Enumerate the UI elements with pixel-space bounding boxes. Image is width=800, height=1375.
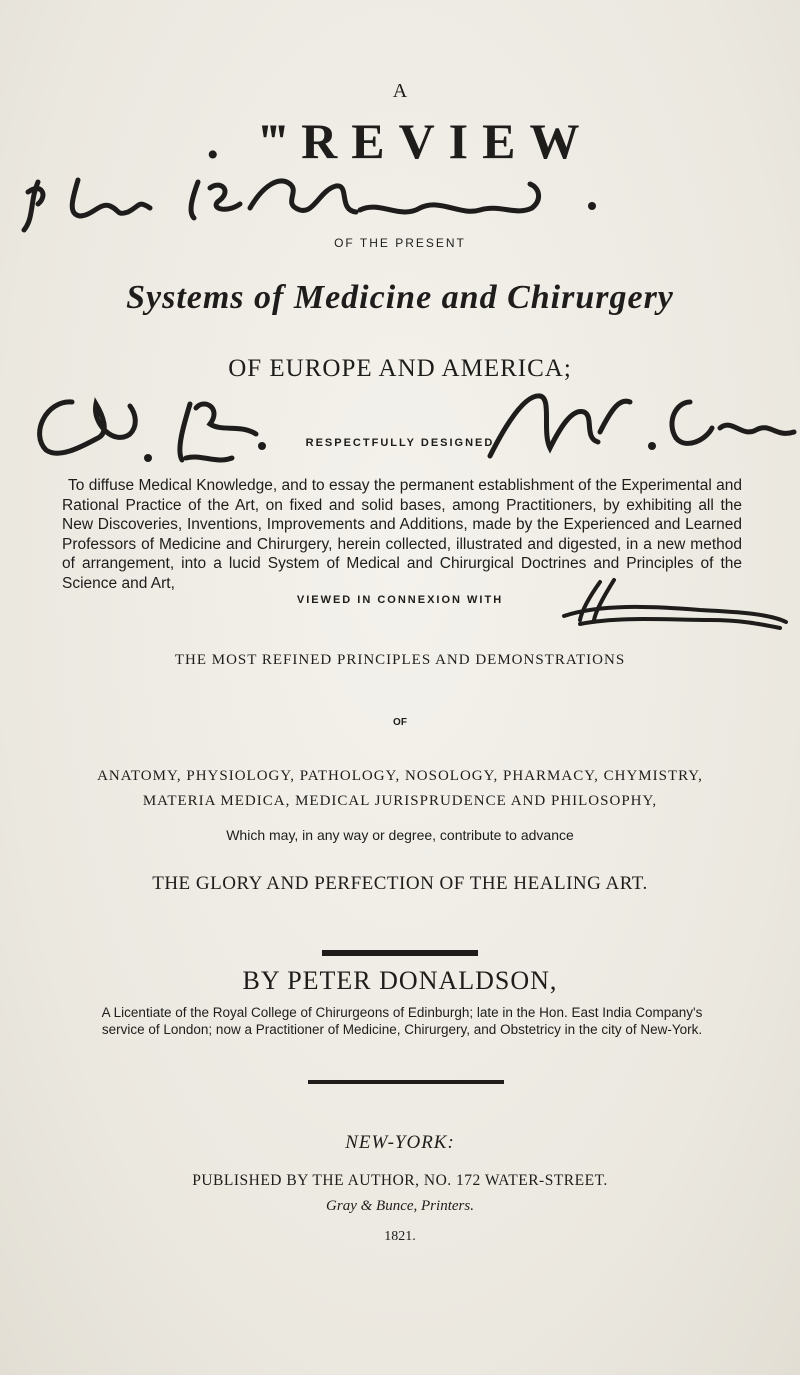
of-word: OF: [393, 717, 407, 728]
respectfully-designed: RESPECTFULLY DESIGNED: [305, 437, 495, 449]
healing-art-line: THE GLORY AND PERFECTION OF THE HEALING ART.: [152, 873, 648, 894]
sciences-line-2: MATERIA MEDICA, MEDICAL JURISPRUDENCE AND PHILOSOPHY,: [142, 793, 658, 809]
rule-divider: [322, 950, 478, 956]
sciences-list: [0, 764, 800, 814]
handwritten-inscription-1: [20, 170, 660, 235]
intro-paragraph: To diffuse Medical Knowledge, and to essay the permanent establishment of the Experimental and Rational Practice of the Art, on fixed and solid bases, among Practitioners, by exhibiting all the New Discoveries, Inventions, Improvements and Additions, made by the Experienced and Learned Professors of Medicine and Chirurgery, herein collected, illustrated and digested, in a new method of arrangement, into a lucid System of Medical and Chirurgical Doctrines and Principles of the Science and Art,: [62, 477, 742, 592]
viewed-in-connexion: VIEWED IN CONNEXION WITH: [296, 594, 504, 606]
systems-heading: Systems of Medicine and Chirurgery: [126, 279, 674, 316]
of-the-present: OF THE PRESENT: [334, 236, 466, 250]
imprint-publisher: PUBLISHED BY THE AUTHOR, NO. 172 WATER-STREET.: [192, 1172, 608, 1189]
sciences-line-1: ANATOMY, PHYSIOLOGY, PATHOLOGY, NOSOLOGY, PHARMACY, CHYMISTRY,: [97, 768, 703, 784]
article-a: A: [392, 80, 408, 102]
author-line: BY PETER DONALDSON,: [242, 966, 558, 995]
europe-heading: OF EUROPE AND AMERICA;: [228, 355, 572, 382]
imprint-printers: Gray & Bunce, Printers.: [326, 1198, 474, 1214]
refined-principles: THE MOST REFINED PRINCIPLES AND DEMONSTRATIONS: [174, 652, 626, 668]
handwritten-inscription-3: [480, 388, 798, 468]
handwritten-inscription-2: [26, 394, 286, 474]
imprint-city: NEW-YORK:: [345, 1132, 455, 1153]
review-title: . ‴REVIEW: [206, 113, 594, 169]
author-credentials: A Licentiate of the Royal College of Chirurgeons of Edinburgh; late in the Hon. East India Company's service of London; now a Practitioner of Medicine, Chirurgery, and Obstetricy in the city of New-York.: [101, 1005, 703, 1037]
imprint-year: 1821.: [384, 1229, 416, 1244]
handwritten-flourish: [560, 576, 790, 636]
which-may: Which may, in any way or degree, contribute to advance: [226, 827, 574, 843]
rule-divider: [308, 1080, 504, 1084]
